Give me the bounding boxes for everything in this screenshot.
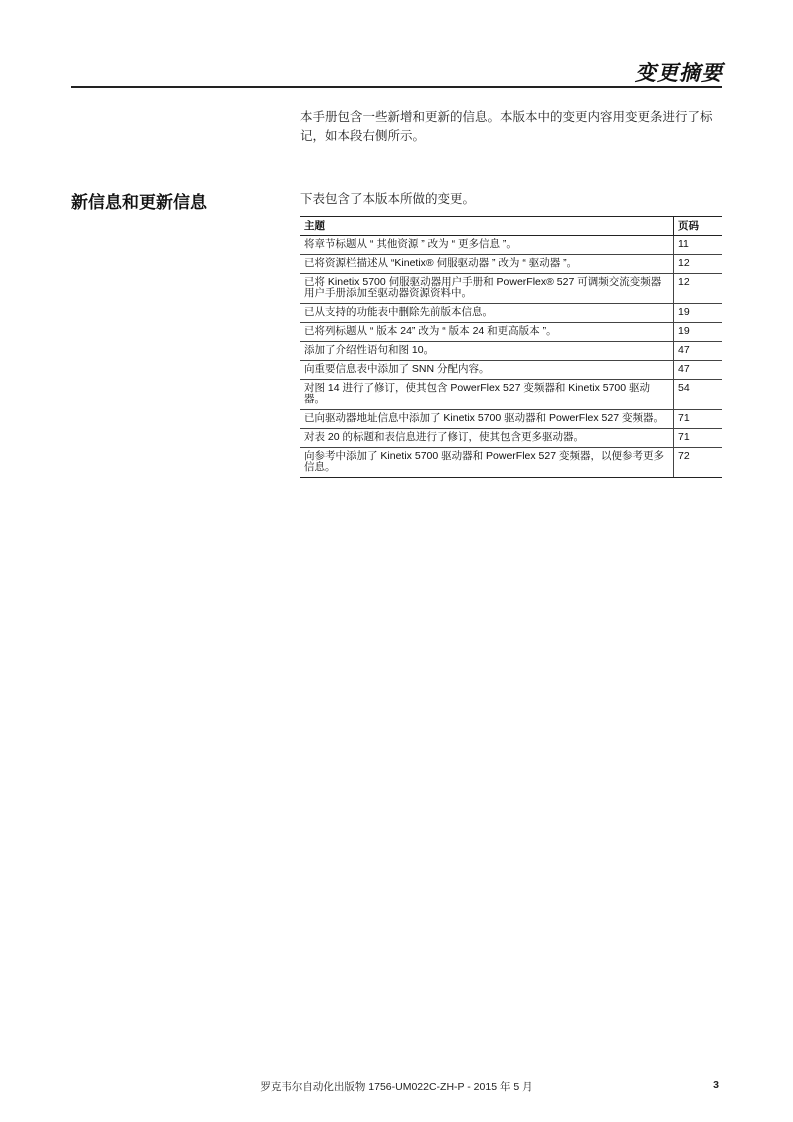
page-cell: 12 — [674, 255, 723, 274]
changes-table — [300, 216, 722, 478]
page-cell: 71 — [674, 429, 723, 448]
page-cell: 71 — [674, 410, 723, 429]
page-cell: 19 — [674, 304, 723, 323]
table-row — [300, 342, 722, 361]
footer-publication: 罗克韦尔自动化出版物 1756-UM022C-ZH-P - 2015 年 5 月 — [260, 1081, 533, 1093]
table-row — [300, 410, 722, 429]
topic-cell: 向重要信息表中添加了 SNN 分配内容。 — [300, 361, 674, 380]
topic-cell: 已将 Kinetix 5700 伺服驱动器用户手册和 PowerFlex® 527 可调频交流变频器用户手册添加至驱动器资源资料中。 — [300, 274, 674, 304]
page-cell: 72 — [674, 448, 723, 478]
topic-cell: 对表 20 的标题和表信息进行了修订，使其包含更多驱动器。 — [300, 429, 674, 448]
table-row — [300, 274, 722, 304]
topic-cell: 已向驱动器地址信息中添加了 Kinetix 5700 驱动器和 PowerFlex 527 变频器。 — [300, 410, 674, 429]
table-row — [300, 236, 722, 255]
table-row — [300, 380, 722, 410]
topic-cell: 对图 14 进行了修订，使其包含 PowerFlex 527 变频器和 Kinetix 5700 驱动器。 — [300, 380, 674, 410]
topic-cell: 向参考中添加了 Kinetix 5700 驱动器和 PowerFlex 527 变频器，以便参考更多信息。 — [300, 448, 674, 478]
table-row — [300, 448, 722, 478]
page-cell: 54 — [674, 380, 723, 410]
page-cell: 19 — [674, 323, 723, 342]
table-row — [300, 429, 722, 448]
column-header-page: 页码 — [674, 217, 723, 236]
table-row — [300, 323, 722, 342]
topic-cell: 将章节标题从 “ 其他资源 ” 改为 “ 更多信息 ”。 — [300, 236, 674, 255]
page-header-title: 变更摘要 — [635, 61, 723, 85]
footer-page-number: 3 — [713, 1079, 719, 1091]
table-intro-text: 下表包含了本版本所做的变更。 — [300, 191, 476, 206]
page-cell: 12 — [674, 274, 723, 304]
topic-cell: 添加了介绍性语句和图 10。 — [300, 342, 674, 361]
column-header-topic: 主题 — [304, 220, 325, 232]
table-header-row — [300, 217, 722, 236]
table-row — [300, 304, 722, 323]
topic-cell: 已将列标题从 “ 版本 24” 改为 “ 版本 24 和更高版本 ”。 — [300, 323, 674, 342]
table-row — [300, 255, 722, 274]
topic-cell: 已从支持的功能表中删除先前版本信息。 — [300, 304, 674, 323]
page-cell: 47 — [674, 361, 723, 380]
page-cell: 11 — [674, 236, 723, 255]
table-row — [300, 361, 722, 380]
page-cell: 47 — [674, 342, 723, 361]
section-title: 新信息和更新信息 — [71, 193, 207, 213]
topic-cell: 已将资源栏描述从 “Kinetix® 伺服驱动器 ” 改为 “ 驱动器 ”。 — [300, 255, 674, 274]
header-rule — [71, 86, 722, 88]
intro-paragraph: 本手册包含一些新增和更新的信息。本版本中的变更内容用变更条进行了标记，如本段右侧所示。 — [300, 109, 713, 143]
